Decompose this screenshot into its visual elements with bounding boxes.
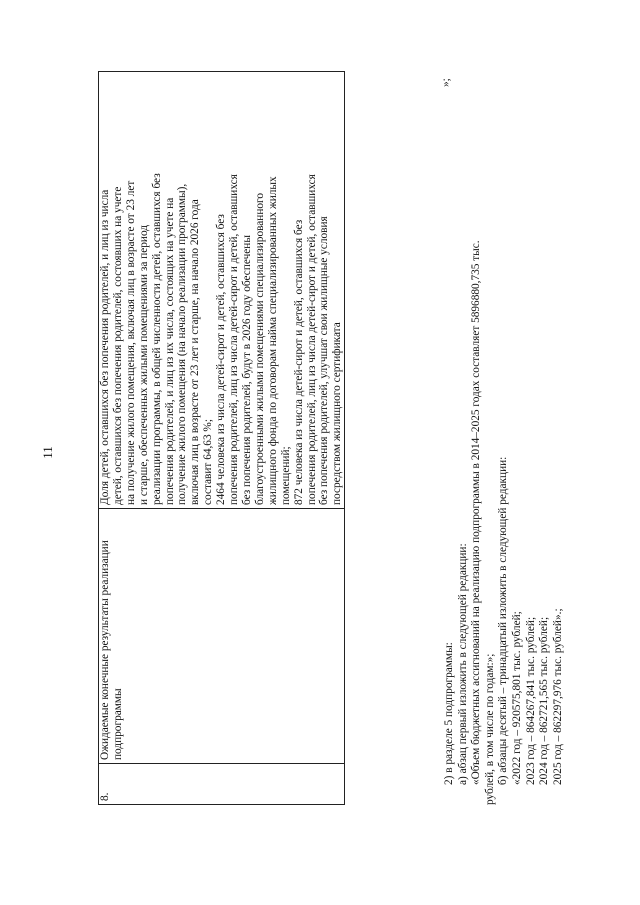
quote-close: »;	[440, 78, 452, 87]
row-content-line: помещений;	[279, 446, 292, 505]
row-content-line: попечения родителей, лиц из числа детей-сирот и детей, оставшихся	[228, 174, 241, 505]
row-content-line: получение жилого помещения (на начало реализации программы),	[176, 183, 189, 505]
table-row	[99, 72, 345, 805]
amendment-line: б) абзацы десятый – тринадцатый изложить в следующей редакции:	[497, 456, 510, 785]
row-content-line: включая лиц в возрасте от 23 лет и старше, на начало 2026 года	[189, 199, 202, 505]
row-content-line: без попечения родителей, будут в 2026 году обеспечены	[240, 235, 253, 505]
row-number: 8.	[99, 764, 345, 805]
row-content-line: детей, оставшихся без попечения родителей, состоявших на учете	[111, 186, 124, 505]
row-content-line: посредством жилищного сертификата	[331, 322, 344, 505]
row-content-line: на получение жилого помещения, включая лиц в возрасте от 23 лет	[124, 180, 137, 505]
row-content-line: реализации программы, в общей численности детей, оставшихся без	[150, 173, 163, 505]
amendment-line: 2023 год – 864267,841 тыс. рублей;	[524, 616, 537, 785]
row-content-line: жилищного фонда по договорам найма специализированных жилых	[266, 176, 279, 505]
amendment-line: 2) в разделе 5 подпрограммы:	[443, 642, 455, 785]
amendment-line: 2025 год – 862297,976 тыс. рублей».;	[551, 608, 564, 785]
amendment-line: а) абзац первый изложить в следующей редакции:	[456, 543, 469, 785]
row-content-line: и старше, обеспеченных жилыми помещениями за период	[137, 224, 150, 505]
row-content-line: 2464 человека из числа детей-сирот и детей, оставшихся без	[215, 214, 228, 505]
subprogram-table	[98, 93, 345, 805]
row-content-line: попечения родителей, лиц из числа детей-сирот и детей, оставшихся	[305, 174, 318, 505]
row-content-line: благоустроенными жилыми помещениями специализированного	[253, 192, 266, 505]
row-content-line: составит 64,63 %;	[202, 419, 215, 505]
amendment-line: «2022 год – 920575,801 тыс. рублей;	[510, 611, 523, 785]
row-label	[99, 509, 345, 764]
row-content-line: без попечения родителей, улучшат свои жилищные условия	[318, 216, 331, 505]
amendment-line: рублей, в том числе по годам:»;	[483, 653, 496, 805]
row-label-line: Ожидаемые конечные результаты реализации	[99, 540, 111, 760]
amendment-line: «Объем бюджетных ассигнований на реализацию подпрограммы в 2014–2025 годах составляет 5896880,735 тыс.	[470, 240, 483, 785]
amendment-text	[443, 93, 565, 805]
results-table	[98, 71, 345, 805]
amendment-line: 2024 год – 862721,565 тыс. рублей;	[538, 616, 551, 785]
row-content-line: Доля детей, оставшихся без попечения родителей, и лиц из числа	[99, 189, 111, 505]
row-content-line: 872 человека из числа детей-сирот и детей, оставшихся без	[292, 219, 305, 505]
row-content-line: попечения родителей, и лиц из их числа, состоящих на учете на	[163, 197, 176, 505]
row-label-line: подпрограммы	[111, 688, 124, 760]
page-number: 11	[40, 446, 55, 459]
row-content	[99, 72, 345, 509]
